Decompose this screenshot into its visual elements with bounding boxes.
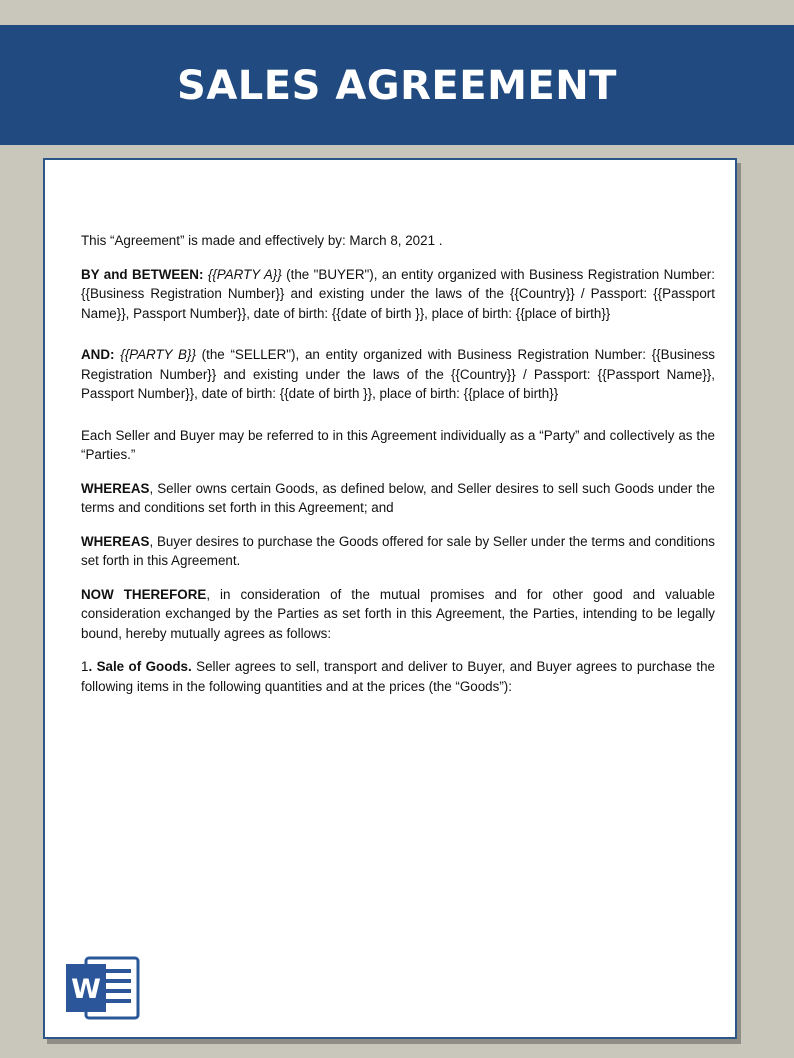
party-b: {{PARTY B}}: [120, 347, 196, 362]
whereas-paragraph-1: WHEREAS, Seller owns certain Goods, as defined below, and Seller desires to sell such Goods under the terms and conditions set forth in this Agreement; and: [81, 480, 715, 515]
now-therefore-paragraph: NOW THEREFORE, in consideration of the mutual promises and for other good and valuable consideration exchanged by the Parties as set forth in this Agreement, the Parties, intending to be legally bound, hereby mutually agrees as follows:: [81, 586, 715, 641]
text-reflection: [36, 374, 670, 524]
parties-paragraph: Each Seller and Buyer may be referred to in this Agreement individually as a “Party” and collectively as the “Parties.”: [81, 427, 715, 462]
document-page: [43, 158, 737, 1039]
word-icon: [64, 952, 140, 1024]
by-between-label: BY and BETWEEN:: [81, 266, 204, 282]
by-between-paragraph: BY and BETWEEN: {{PARTY A}} (the "BUYER"), an entity organized with Business Registration Number: {{Business Registration Number}} and existing under the laws of the {{Country}} / Passport: {{Passport Name}}, Passport Number}}, date of birth: {{date of birth }}, place of birth: {{place of birth}}: [81, 266, 715, 321]
intro-paragraph: This “Agreement” is made and effectively by: March 8, 2021 .: [81, 233, 443, 248]
and-label: AND:: [81, 347, 115, 362]
header-banner: [0, 25, 794, 145]
section-1-paragraph: 1. Sale of Goods. Seller agrees to sell, transport and deliver to Buyer, and Buyer agrees to purchase the following items in the following quantities and at the prices (the “Goods”):: [81, 659, 715, 694]
whereas-paragraph-2: WHEREAS, Buyer desires to purchase the Goods offered for sale by Seller under the terms and conditions set forth in this Agreement.: [81, 533, 715, 568]
and-paragraph: AND: {{PARTY B}} (the “SELLER"), an entity organized with Business Registration Number: {{Business Registration Number}} and existing under the laws of the {{Country}} / Passport: {{Passport Name}}, Passport Number}}, date of birth: {{date of birth }}, place of birth: {{place of birth}}: [81, 347, 715, 401]
party-a: {{PARTY A}}: [207, 266, 282, 282]
word-icon-letter: W: [71, 974, 101, 1005]
page-title: SALES AGREEMENT: [177, 63, 617, 109]
